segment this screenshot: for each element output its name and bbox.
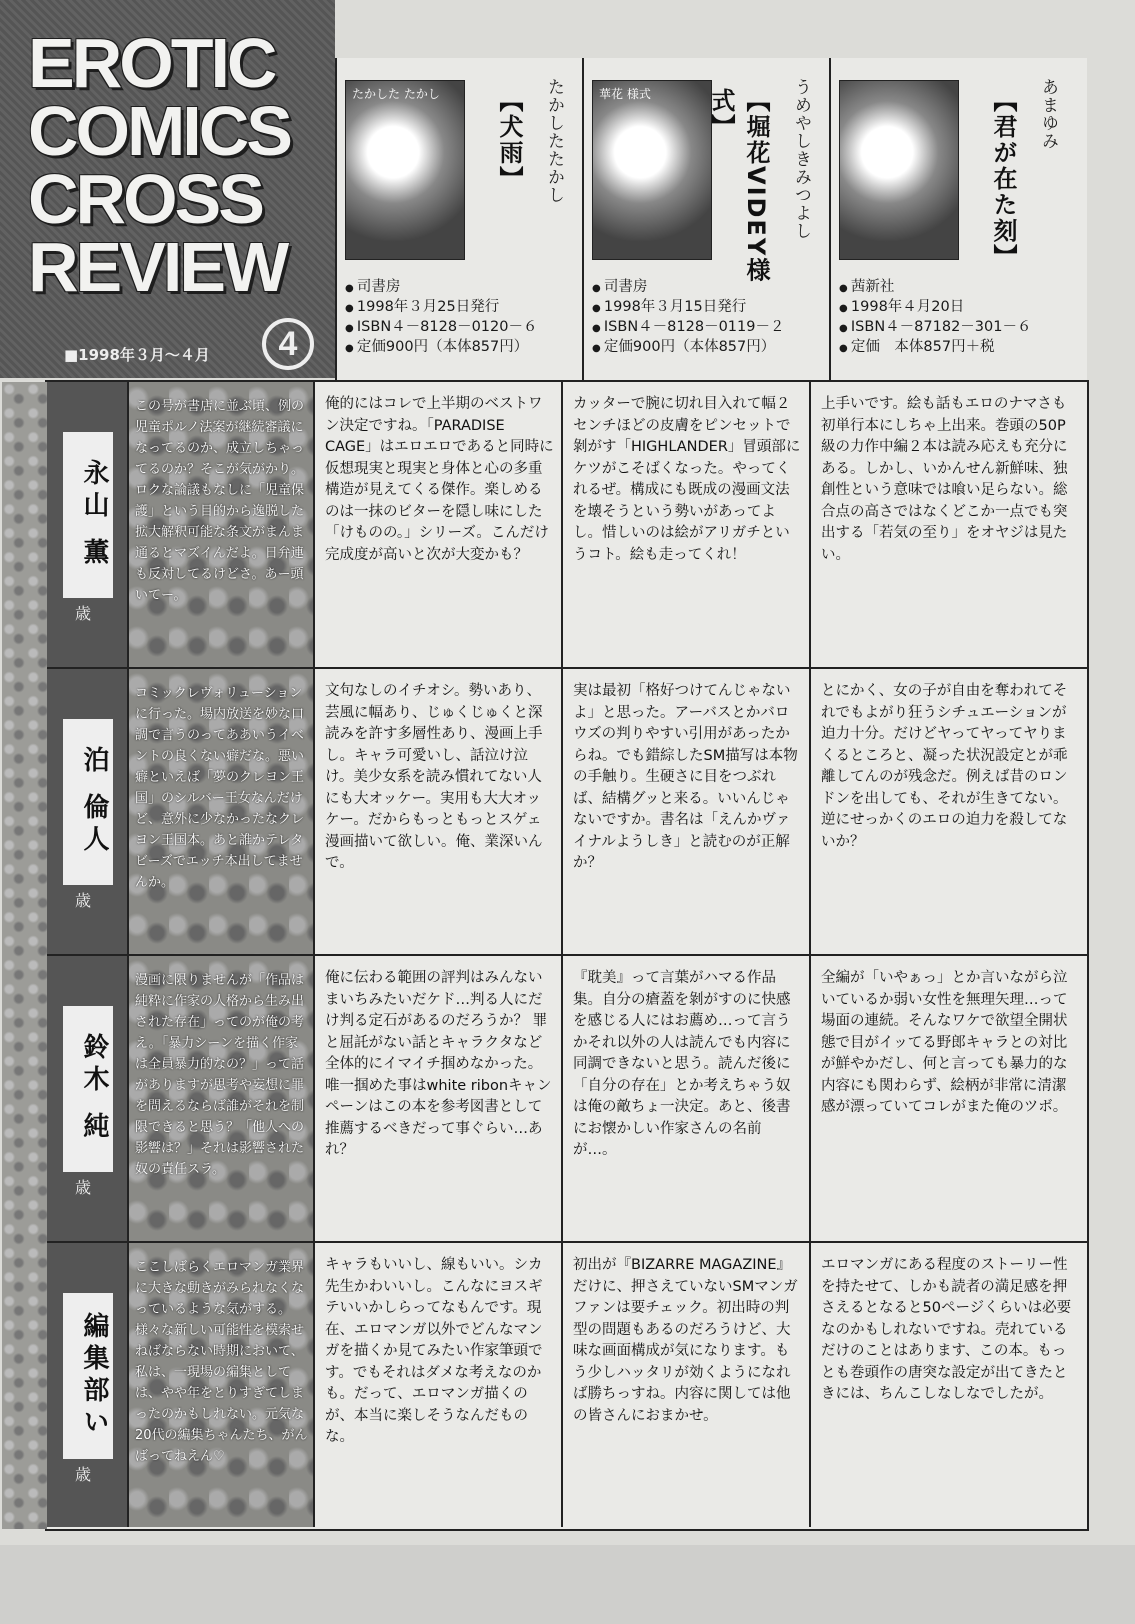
reviewer-age: 33 歳 xyxy=(75,1443,95,1485)
reviewer-comment xyxy=(129,956,315,1241)
reviewer-comment xyxy=(129,669,315,954)
reviewer-cell xyxy=(47,382,129,667)
publish-date: ● 1998年３月15日発行 xyxy=(592,298,827,318)
review-text: 俺に伝わる範囲の評判はみんないまいちみたいだケド…判る人にだけ判る定石があるのだろうか？ 罪と屈託がない話とキャラクタなど全体的にイマイチ掴めなかった。唯一掴めた事はwhite ribonキャンペーンはこの本を参考図書として推薦するべきだって事ぐらい…あれ？ xyxy=(325,970,552,1158)
reviewer-row xyxy=(47,1243,1087,1527)
date-range: ■1998年３月～４月 xyxy=(64,346,210,364)
review-cell xyxy=(315,956,563,1241)
price: ● 定価900円（本体857円） xyxy=(345,338,580,358)
books-header xyxy=(335,58,1087,380)
book-info xyxy=(839,278,1074,358)
title-line-2: COMICS xyxy=(28,92,290,170)
review-cell xyxy=(563,382,811,667)
isbn: ● ISBN４－87182－301－６ xyxy=(839,318,1074,338)
review-cell xyxy=(315,1243,563,1527)
reviewer-age: 43 歳 xyxy=(75,582,95,624)
review-cell xyxy=(811,669,1085,954)
reviewer-cell xyxy=(47,1243,129,1527)
title-line-3: CROSS xyxy=(28,160,262,238)
reviewer-name: 永山 薫 xyxy=(63,432,113,598)
cover-text: たかした たかし xyxy=(352,87,440,101)
review-cell xyxy=(811,382,1085,667)
book-column xyxy=(337,58,584,380)
comment-text: コミックレヴォリューションに行った。場内放送を妙な口調で言うのってああいうイベントの良くない癖だな。悪い癖といえば「夢のクレヨン王国」のシルバー王女なんだけど、意外に少なかったなクレヨン王国本。あと誰かテレタビーズでエッチ本出してませんか。 xyxy=(135,686,305,890)
review-cell xyxy=(315,382,563,667)
book-author: うめやしきみつよし xyxy=(791,78,811,240)
book-author: あまゆみ xyxy=(1038,78,1058,150)
book-cover xyxy=(839,80,959,260)
review-text: 実は最初「格好つけてんじゃないよ」と思った。アーバスとかバロウズの判りやすい引用があったからね。でも錯綜したSM描写は本物の手触り。生硬さに目をつぶれば、結構グッと来る。いいんじゃないですか。書名は「えんかヴァイナルようしき」と読むのが正解か？ xyxy=(573,683,798,871)
review-text: 上手いです。絵も話もエロのナマさも初単行本にしちゃ上出来。巻頭の50P級の力作中編２本は読み応えも充分にある。しかし、いかんせん新鮮味、独創性という意味では喰い足らない。総合点の高さではなくどこか一点でも突出する「若気の至り」をオヤジは見たい。 xyxy=(821,396,1068,563)
reviewer-comment xyxy=(129,1243,315,1527)
review-text: とにかく、女の子が自由を奪われてそれでもよがり狂うシチュエーションが迫力十分。だけどヤってヤってヤりまくるところと、凝った状況設定とが乖離してんのが残念だ。例えば昔のロンドンを出しても、それが生きてない。逆にせっかくのエロの迫力を殺してないか？ xyxy=(821,683,1068,850)
publisher: ● 司書房 xyxy=(345,278,580,298)
reviewer-cell xyxy=(47,669,129,954)
isbn: ● ISBN４－8128－0120－６ xyxy=(345,318,580,338)
book-title: 【 堀花VIDEY様式 】 xyxy=(734,88,774,328)
publisher: ● 司書房 xyxy=(592,278,827,298)
review-cell xyxy=(315,669,563,954)
book-author: たかしたたかし xyxy=(544,78,564,204)
book-cover xyxy=(592,80,712,260)
title-line-4: REVIEW xyxy=(28,228,287,306)
book-info xyxy=(592,278,827,358)
publish-date: ● 1998年３月25日発行 xyxy=(345,298,580,318)
book-column xyxy=(584,58,831,380)
reviewer-row xyxy=(47,382,1087,669)
reviewer-cell xyxy=(47,956,129,1241)
title-block xyxy=(0,0,335,378)
review-text: エロマンガにある程度のストーリー性を持たせて、しかも読者の満足感を押さえるとなると50ページくらいは必要なのかもしれないですね。売れているだけのことはあります、この本。もっとも巻頭作の唐突な設定が出てきたときには、ちんこしなしなでしたが。 xyxy=(821,1257,1072,1402)
review-text: 全編が「いやぁっ」とか言いながら泣いているか弱い女性を無理矢理…って場面の連続。そんなワケで欲望全開状態で目がイッてる野郎キャラとの対比が鮮やかだし、何と言っても暴力的な内容にも関わらず、絵柄が非常に清潔感が漂っていてコレがまた俺のツボ。 xyxy=(821,970,1068,1115)
review-text: カッターで腕に切れ目入れて幅２センチほどの皮膚をピンセットで剝がす「HIGHLANDER」冒頭部にケツがこそばくなった。やってくれるぜ。構成にも既成の漫画文法を壊そうという勢いがあってよし。惜しいのは絵がアリガチというコト。絵も走ってくれ！ xyxy=(573,396,801,563)
review-cell xyxy=(563,669,811,954)
reviewer-name: 鈴木 純 xyxy=(63,1006,113,1172)
book-cover xyxy=(345,80,465,260)
comment-text: この号が書店に並ぶ頃、例の児童ポルノ法案が継続審議になってるのか、成立しちゃってるのか？そこが気がかり。ロクな論議もなしに「児童保護」という目的から逸脱した拡大解釈可能な条文がまんま通るとマズイんだよ。日弁連も反対してるけどさ。あー頭いてー。 xyxy=(135,399,305,603)
decorative-strip xyxy=(2,382,47,1529)
publisher: ● 茜新社 xyxy=(839,278,1074,298)
isbn: ● ISBN４－8128－0119－２ xyxy=(592,318,827,338)
review-text: 文句なしのイチオシ。勢いあり、芸風に幅あり、じゅくじゅくと深読みを許す多層性あり、漫画上手し。キャラ可愛いし、話泣け泣け。美少女系を読み慣れてない人にも大オッケー。実用も大大オッケー。だからもっともっとスゲェ漫画描いて欲しい。俺、業深いんで。 xyxy=(325,683,543,871)
publish-date: ● 1998年４月20日 xyxy=(839,298,1074,318)
review-text: 『耽美』って言葉がハマる作品集。自分の瘡蓋を剝がすのに快感を感じる人にはお薦め…って言うかそれ以外の人は読んでも内容に同調できないと思う。読んだ後に「自分の存在」とか考えちゃう奴は俺の敵ちょ一決定。あと、後書にお懐かしい作家さんの名前が…。 xyxy=(573,970,791,1158)
reviewer-comment xyxy=(129,382,315,667)
reviewer-row xyxy=(47,956,1087,1243)
comment-text: 漫画に限りませんが「作品は純粋に作家の人格から生み出された存在」ってのが俺の考え。「暴力シーンを描く作家は全員暴力的なの？」って話がありますが思考や妄想に罪を問えるならば誰がそれを制限できると思う？「他人への影響は？」それは影響された奴の責任スラ。 xyxy=(135,973,305,1177)
reviewer-row xyxy=(47,669,1087,956)
review-text: 初出が『BIZARRE MAGAZINE』だけに、押さえていないSMマンガファンは要チェック。初出時の判型の問題もあるのだろうけど、大味な画面構成が気になります。もう少しハッタリが効くようになれば勝ちっすね。内容に関しては他の皆さんにおまかせ。 xyxy=(573,1257,798,1424)
book-title: 【 犬雨 】 xyxy=(487,88,527,328)
review-cell xyxy=(811,1243,1085,1527)
title-line-1: EROTIC xyxy=(28,24,275,102)
book-info xyxy=(345,278,580,358)
review-cell xyxy=(563,1243,811,1527)
issue-number: 4 xyxy=(262,318,314,370)
book-column xyxy=(831,58,1076,380)
price: ● 定価900円（本体857円） xyxy=(592,338,827,358)
page-margin xyxy=(0,1545,1135,1624)
review-cell xyxy=(811,956,1085,1241)
reviewer-name: 泊 倫人 xyxy=(63,719,113,885)
reviewer-name: 編集部い xyxy=(63,1293,113,1459)
reviewer-age: 22 歳 xyxy=(75,1156,95,1198)
review-table xyxy=(45,380,1089,1531)
cover-text: 華花 様式 xyxy=(599,87,651,101)
review-text: 俺的にはコレで上半期のベストワン決定ですね。「PARADISE CAGE」はエロエロであると同時に仮想現実と現実と身体と心の多重構造が見えてくる傑作。楽しめるのは一抹のビターを隠し味にした「けものの。」シリーズ。こんだけ完成度が高いと次が大変かも？ xyxy=(325,396,554,563)
price: ● 定価 本体857円＋税 xyxy=(839,338,1074,358)
review-cell xyxy=(563,956,811,1241)
review-text: キャラもいいし、線もいい。シカ先生かわいいし。こんなにヨスギテいいかしらってなもんです。現在、エロマンガ以外でどんなマンガを描くか見てみたい作家筆頭です。でもそれはダメな考えなのかも。だって、エロマンガ描くのが、本当に楽しそうなんだものな。 xyxy=(325,1257,543,1445)
reviewer-age: 31 歳 xyxy=(75,869,95,911)
comment-text: ここしばらくエロマンガ業界に大きな動きがみられなくなっているような気がする。様々な新しい可能性を模索せねばならない時期において、私は、一現場の編集としては、やや年をとりすぎてしまったのかもしれない。元気な20代の編集ちゃんたち、がんばってねえん♡ xyxy=(135,1260,308,1464)
book-title: 【 君が在た刻 】 xyxy=(981,88,1021,328)
